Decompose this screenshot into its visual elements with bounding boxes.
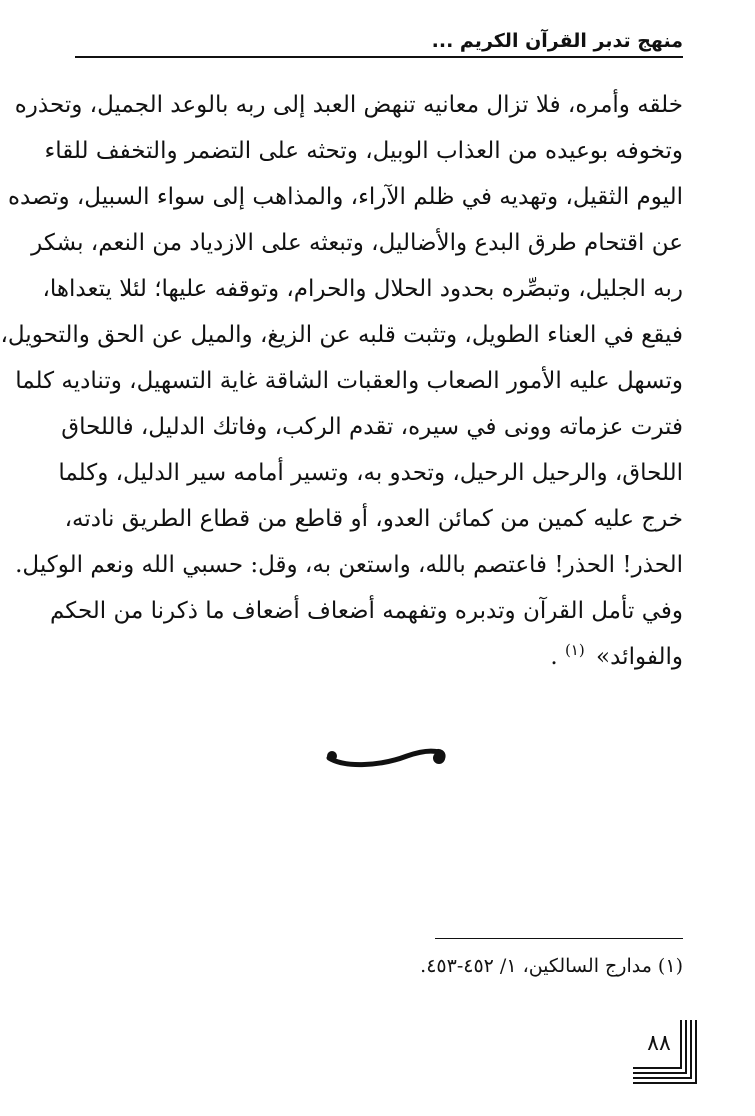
end-mark: . [550,644,558,670]
section-divider-ornament-icon [321,742,449,772]
text-line: فيقع في العناء الطويل، وتثبت قلبه عن الزيغ، والميل عن الحق والتحويل، [0,322,683,348]
body-text [0,82,683,680]
text-line: وفي تأمل القرآن وتدبره وتفهمه أضعاف أضعاف ما ذكرنا من الحكم [49,598,683,624]
text-line: خلقه وأمره، فلا تزال معانيه تنهض العبد إلى ربه بالوعد الجميل، وتحذره [14,92,683,118]
text-line: وتخوفه بوعيده من العذاب الوبيل، وتحثه على التضمر والتخفف للقاء [44,138,683,164]
text-line: فترت عزماته وونى في سيره، تقدم الركب، وفاتك الدليل، فاللحاق [61,414,683,440]
text-line: الحذر! الحذر! فاعتصم بالله، واستعن به، وقل: حسبي الله ونعم الوكيل. [15,552,683,578]
text-line: عن اقتحام طرق البدع والأضاليل، وتبعثه على الازدياد من النعم، بشكر [31,230,683,256]
quote-end-text: والفوائد» [596,644,683,670]
footnote: (١) مدارج السالكين، ١/ ٤٥٢-٤٥٣. [420,955,683,977]
text-line: اللحاق، والرحيل الرحيل، وتحدو به، وتسير أمامه سير الدليل، وكلما [58,460,683,486]
text-line: ربه الجليل، وتبصِّره بحدود الحلال والحرام، وتوقفه عليها؛ لئلا يتعداها، [42,276,683,302]
text-line: وتسهل عليه الأمور الصعاب والعقبات الشاقة غاية التسهيل، وتناديه كلما [15,368,683,394]
running-header: منهج تدبر القرآن الكريم ... [431,30,683,52]
text-line: خرج عليه كمين من كمائن العدو، أو قاطع من قطاع الطريق نادته، [64,506,683,532]
page-number: ٨٨ [647,1031,671,1056]
text-line-last [75,634,683,680]
header-rule [75,56,683,58]
footnote-reference[interactable]: (١) [564,641,585,660]
text-line: اليوم الثقيل، وتهديه في ظلم الآراء، والمذاهب إلى سواء السبيل، وتصده [8,184,683,210]
footnote-rule [435,938,683,939]
